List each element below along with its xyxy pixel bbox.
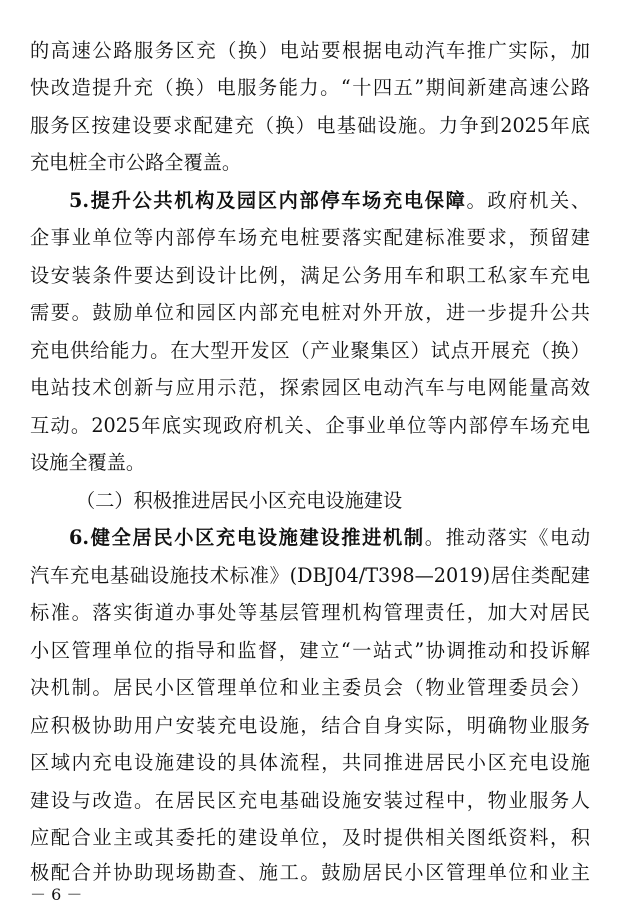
paragraph-6-first-line [69,520,590,556]
body-text-line: 建设与改造。在居民区充电基础设施安装过程中，物业服务人 [30,789,590,812]
body-text-line: 的高速公路服务区充（换）电站要根据电动汽车推广实际，加 [30,39,590,62]
paragraph-6-title: 6.健全居民小区充电设施建设推进机制 [69,526,425,549]
paragraph-5-first-line [69,183,590,219]
body-text-line: 企事业单位等内部停车场充电桩要落实配建标准要求，预留建 [30,226,590,249]
body-text-line: 电站技术创新与应用示范，探索园区电动汽车与电网能量高效 [30,376,590,399]
body-text-line: 应积极协助用户安装充电设施，结合自身实际，明确物业服务 [30,714,590,737]
paragraph-5-title: 5.提升公共机构及园区内部停车场充电保障 [69,189,467,212]
body-text-line: 服务区按建设要求配建充（换）电基础设施。力争到2025年底 [30,114,590,137]
body-text-line: 决机制。居民小区管理单位和业主委员会（物业管理委员会） [30,676,590,699]
body-text-line: 互动。2025年底实现政府机关、企事业单位等内部停车场充电 [30,414,590,437]
body-text-line: 充电桩全市公路全覆盖。 [30,151,242,174]
body-text-line: 标准。落实街道办事处等基层管理机构管理责任，加大对居民 [30,601,590,624]
body-text-line: 汽车充电基础设施技术标准》(DBJ04/T398—2019)居住类配建 [30,564,590,587]
body-text-line: 设安装条件要达到设计比例，满足公务用车和职工私家车充电 [30,264,590,287]
body-text-line: 需要。鼓励单位和园区内部充电桩对外开放，进一步提升公共 [30,301,590,324]
body-text-line: 充电供给能力。在大型开发区（产业聚集区）试点开展充（换） [30,339,590,362]
body-text-line: 区域内充电设施建设的具体流程，共同推进居民小区充电设施 [30,751,590,774]
body-text-line: 快改造提升充（换）电服务能力。“十四五”期间新建高速公路 [30,76,590,99]
body-text-line: 应配合业主或其委托的建设单位，及时提供相关图纸资料，积 [30,826,590,849]
paragraph-5-first-line-text: 。政府机关、 [466,189,590,212]
page-number: － 6 － [30,885,83,904]
body-text-line: 小区管理单位的指导和监督，建立“一站式”协调推动和投诉解 [30,639,590,662]
paragraph-6-first-line-text: 。推动落实《电动 [424,526,590,549]
section-heading: （二）积极推进居民小区充电设施建设 [76,489,403,512]
body-text-line: 设施全覆盖。 [30,451,146,474]
body-text-line: 极配合并协助现场勘查、施工。鼓励居民小区管理单位和业主 [30,861,590,884]
